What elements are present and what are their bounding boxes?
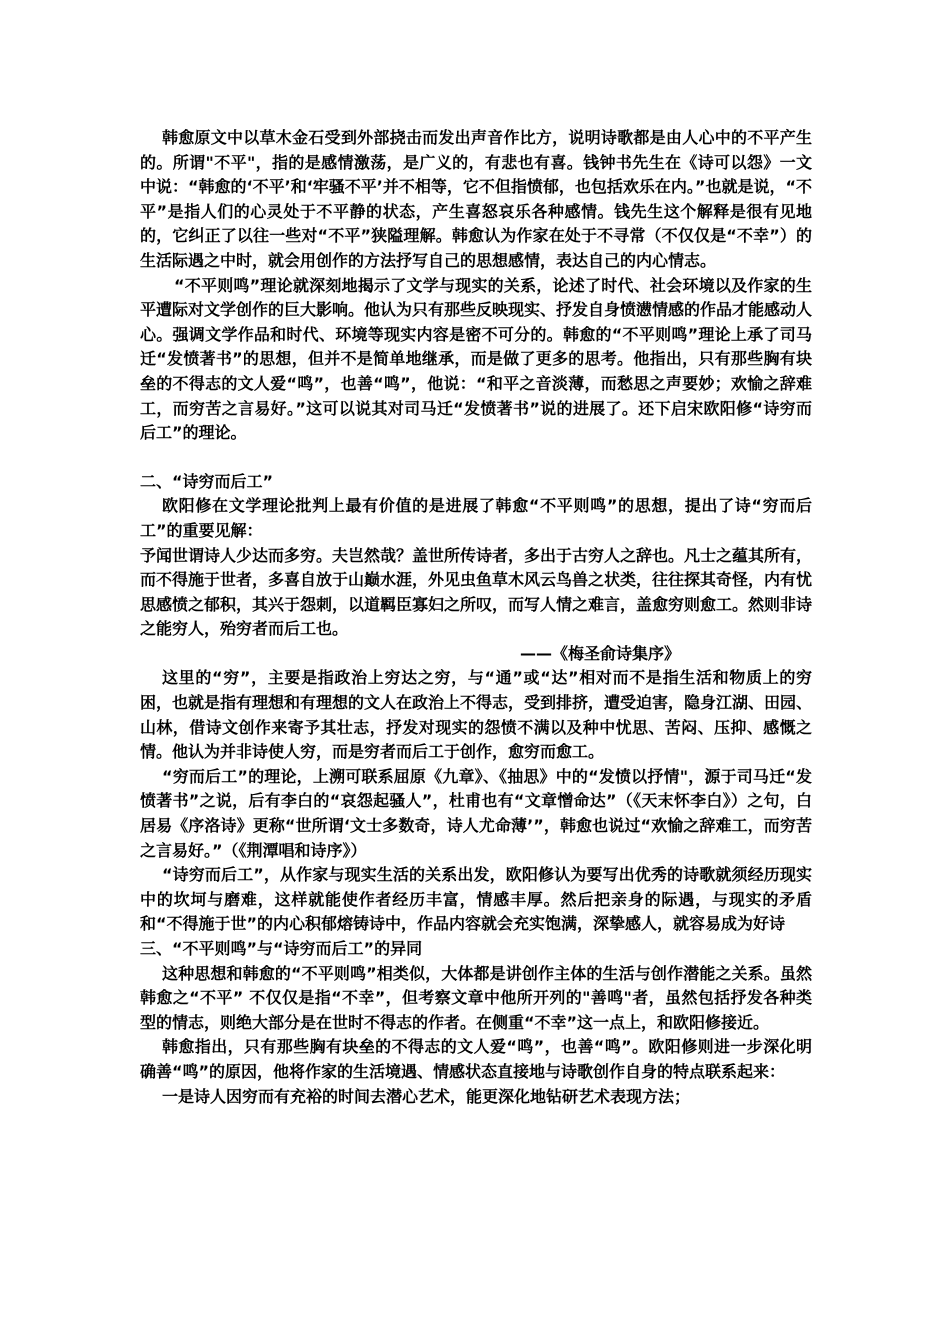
document-page xyxy=(140,126,812,1109)
paragraph: 韩愈指出，只有那些胸有块垒的不得志的文人爱“鸣”，也善“鸣”。欧阳修则进一步深化明确善“鸣”的原因，他将作家的生活境遇、情感状态直接地与诗歌创作自身的特点联系起来： xyxy=(140,1037,812,1081)
paragraph: “穷而后工”的理论，上溯可联系屈原《九章》、《抽思》中的“发愤以抒情"，源于司马迁“发愤著书”之说，后有李白的“哀怨起骚人”，杜甫也有“文章憎命达”（《天末怀李白》）之句，白居易《序洛诗》更称“世所谓‘文士多数奇，诗人尤命薄’”，韩愈也说过“欢愉之辞难工，而穷苦之言易好。”（《荆潭唱和诗序》） xyxy=(140,766,812,860)
block-quote: 予闻世谓诗人少达而多穷。夫岂然哉？盖世所传诗者，多出于古穷人之辞也。凡士之蕴其所有，而不得施于世者，多喜自放于山巅水涯，外见虫鱼草木风云鸟兽之状类，往往探其奇怪，内有忧思感愤之郁积，其兴于怨刺，以道羁臣寡妇之所叹，而写人情之难言，盖愈穷则愈工。然则非诗之能穷人，殆穷者而后工也。 xyxy=(140,545,813,639)
paragraph: 这种思想和韩愈的“不平则鸣”相类似，大体都是讲创作主体的生活与创作潜能之关系。虽然韩愈之“不平” 不仅仅是指“不幸”，但考察文章中他所开列的"善鸣"者，虽然包括抒发各种类型的情志，则绝大部分是在世时不得志的作者。在侧重“不幸”这一点上，和欧阳修接近。 xyxy=(140,963,812,1032)
paragraph: 一是诗人因穷而有充裕的时间去潜心艺术，能更深化地钻研艺术表现方法； xyxy=(162,1086,691,1106)
paragraph: “不平则鸣”理论就深刻地揭示了文学与现实的关系，论述了时代、社会环境以及作家的生平遭际对文学创作的巨大影响。他认为只有那些反映现实、抒发自身愤懑情感的作品才能感动人心。强调文学作品和时代、环境等现实内容是密不可分的。韩愈的“不平则鸣”理论上承了司马迁“发愤著书”的思想，但并不是简单地继承，而是做了更多的思考。他指出，只有那些胸有块垒的不得志的文人爱“鸣”，也善“鸣”，他说：“和平之音淡薄，而愁思之声要妙；欢愉之辞难工，而穷苦之言易好。”这可以说其对司马迁“发愤著书”说的进展了。还下启宋欧阳修“诗穷而后工”的理论。 xyxy=(140,275,813,443)
paragraph: 韩愈原文中以草木金石受到外部挠击而发出声音作比方，说明诗歌都是由人心中的不平产生的。所谓"不平"，指的是感情激荡，是广义的，有悲也有喜。钱钟书先生在《诗可以怨》一文中说：“韩愈的‘不平’和‘牢骚不平’并不相等，它不但指愤郁，也包括欢乐在内。”也就是说，“不平”是指人们的心灵处于不平静的状态，产生喜怒哀乐各种感情。钱先生这个解释是很有见地的，它纠正了以往一些对“不平”狭隘理解。韩愈认为作家在处于不寻常（不仅仅是“不幸”）的生活际遇之中时，就会用创作的方法抒写自己的思想感情，表达自己的内心情志。 xyxy=(140,128,812,270)
quote-source: ——《梅圣俞诗集序》 xyxy=(519,643,680,663)
section-heading: 三、“不平则鸣”与“诗穷而后工”的异同 xyxy=(140,939,423,958)
paragraph: “诗穷而后工”，从作家与现实生活的关系出发，欧阳修认为要写出优秀的诗歌就须经历现实中的坎坷与磨难，这样就能使作者经历丰富，情感丰厚。然后把亲身的际遇，与现实的矛盾和“不得施于世”的内心积郁熔铸诗中，作品内容就会充实饱满，深挚感人，就容易成为好诗 xyxy=(140,865,812,934)
spacer xyxy=(140,446,812,470)
section-heading: 二、“诗穷而后工” xyxy=(140,471,274,491)
paragraph: 这里的“穷”，主要是指政治上穷达之穷，与“通”或“达”相对而不是指生活和物质上的穷困，也就是指有理想和有理想的文人在政治上不得志，受到排挤，遭受迫害，隐身江湖、田园、山林，借诗文创作来寄予其壮志，抒发对现实的怨愤不满以及种中忧思、苦闷、压抑、感慨之情。他认为并非诗使人穷，而是穷者而后工于创作，愈穷而愈工。 xyxy=(140,668,813,762)
paragraph: 欧阳修在文学理论批判上最有价值的是进展了韩愈“不平则鸣”的思想，提出了诗“穷而后工”的重要见解： xyxy=(140,496,812,540)
